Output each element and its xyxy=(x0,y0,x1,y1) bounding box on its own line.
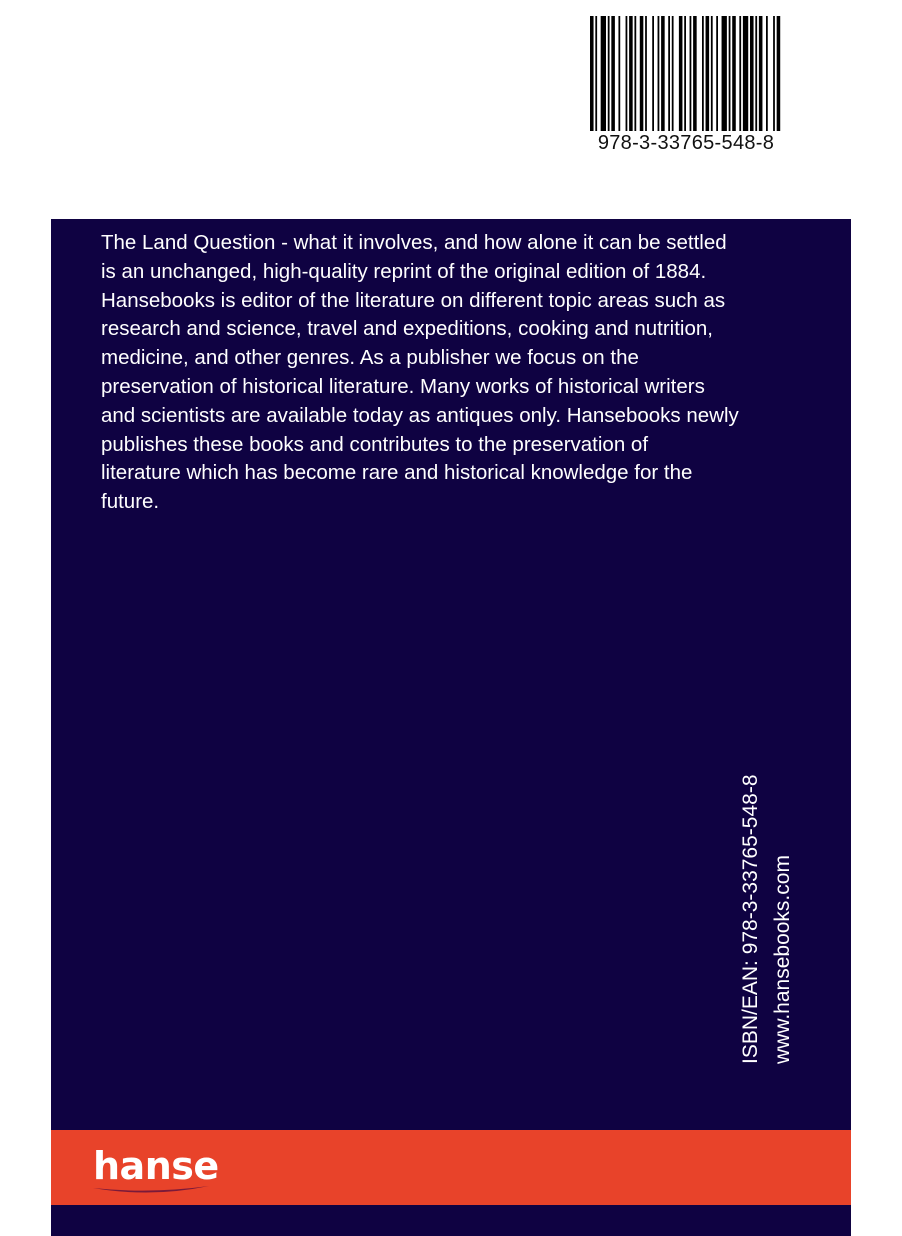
barcode-number: 978-3-33765-548-8 xyxy=(597,132,775,154)
barcode-bar xyxy=(759,16,763,131)
barcode-bar xyxy=(690,16,692,131)
publisher-band xyxy=(51,1130,851,1205)
barcode-bar xyxy=(679,16,683,131)
barcode-bars xyxy=(590,16,782,131)
hanse-logo: hanse xyxy=(93,1144,219,1188)
barcode-bar xyxy=(693,16,697,131)
barcode-bar xyxy=(739,16,741,131)
barcode-bar xyxy=(755,16,757,131)
barcode-bar xyxy=(722,16,727,131)
barcode-bar xyxy=(766,16,768,131)
barcode-bar xyxy=(626,16,628,131)
barcode-bar xyxy=(668,16,670,131)
isbn-vertical-text: ISBN/EAN: 978-3-33765-548-8 xyxy=(739,774,762,1064)
barcode-bar xyxy=(658,16,660,131)
barcode-bar xyxy=(645,16,647,131)
barcode-bar xyxy=(732,16,736,131)
barcode-bar xyxy=(618,16,620,131)
blurb-text: The Land Question - what it involves, and how alone it can be settled is an unchanged, high-quality reprint of the original edition of 1884. Hansebooks is editor of the literature on different topic areas such as research and science, travel and expeditions, cooking and nutrition, medicine, and other genres. As a publisher we focus on the preservation of historical literature. Many works of historical writers and scientists are available today as antiques only. Hansebooks newly publishes these books and contributes to the preservation of literature which has become rare and historical knowledge for the future. xyxy=(101,231,739,514)
barcode-bar xyxy=(711,16,713,131)
barcode-bar xyxy=(743,16,748,131)
barcode-bar xyxy=(672,16,674,131)
website-vertical-text: www.hansebooks.com xyxy=(771,855,794,1064)
barcode-bar xyxy=(706,16,710,131)
barcode-bar xyxy=(661,16,665,131)
barcode-bar xyxy=(640,16,644,131)
barcode-bar xyxy=(634,16,636,131)
barcode-bar xyxy=(608,16,610,131)
barcode-bar xyxy=(652,16,654,131)
barcode-bar xyxy=(601,16,606,131)
logo-swoosh-icon xyxy=(91,1184,211,1198)
barcode-bar xyxy=(590,16,594,131)
barcode-bar xyxy=(777,16,781,131)
barcode-bar xyxy=(684,16,686,131)
barcode-bar xyxy=(611,16,615,131)
back-cover xyxy=(51,219,851,1236)
barcode-bar xyxy=(716,16,718,131)
barcode-bar xyxy=(729,16,731,131)
barcode xyxy=(588,16,784,156)
barcode-bar xyxy=(773,16,775,131)
barcode-bar xyxy=(629,16,633,131)
barcode-bar xyxy=(702,16,704,131)
barcode-bar xyxy=(595,16,597,131)
barcode-bar xyxy=(750,16,754,131)
